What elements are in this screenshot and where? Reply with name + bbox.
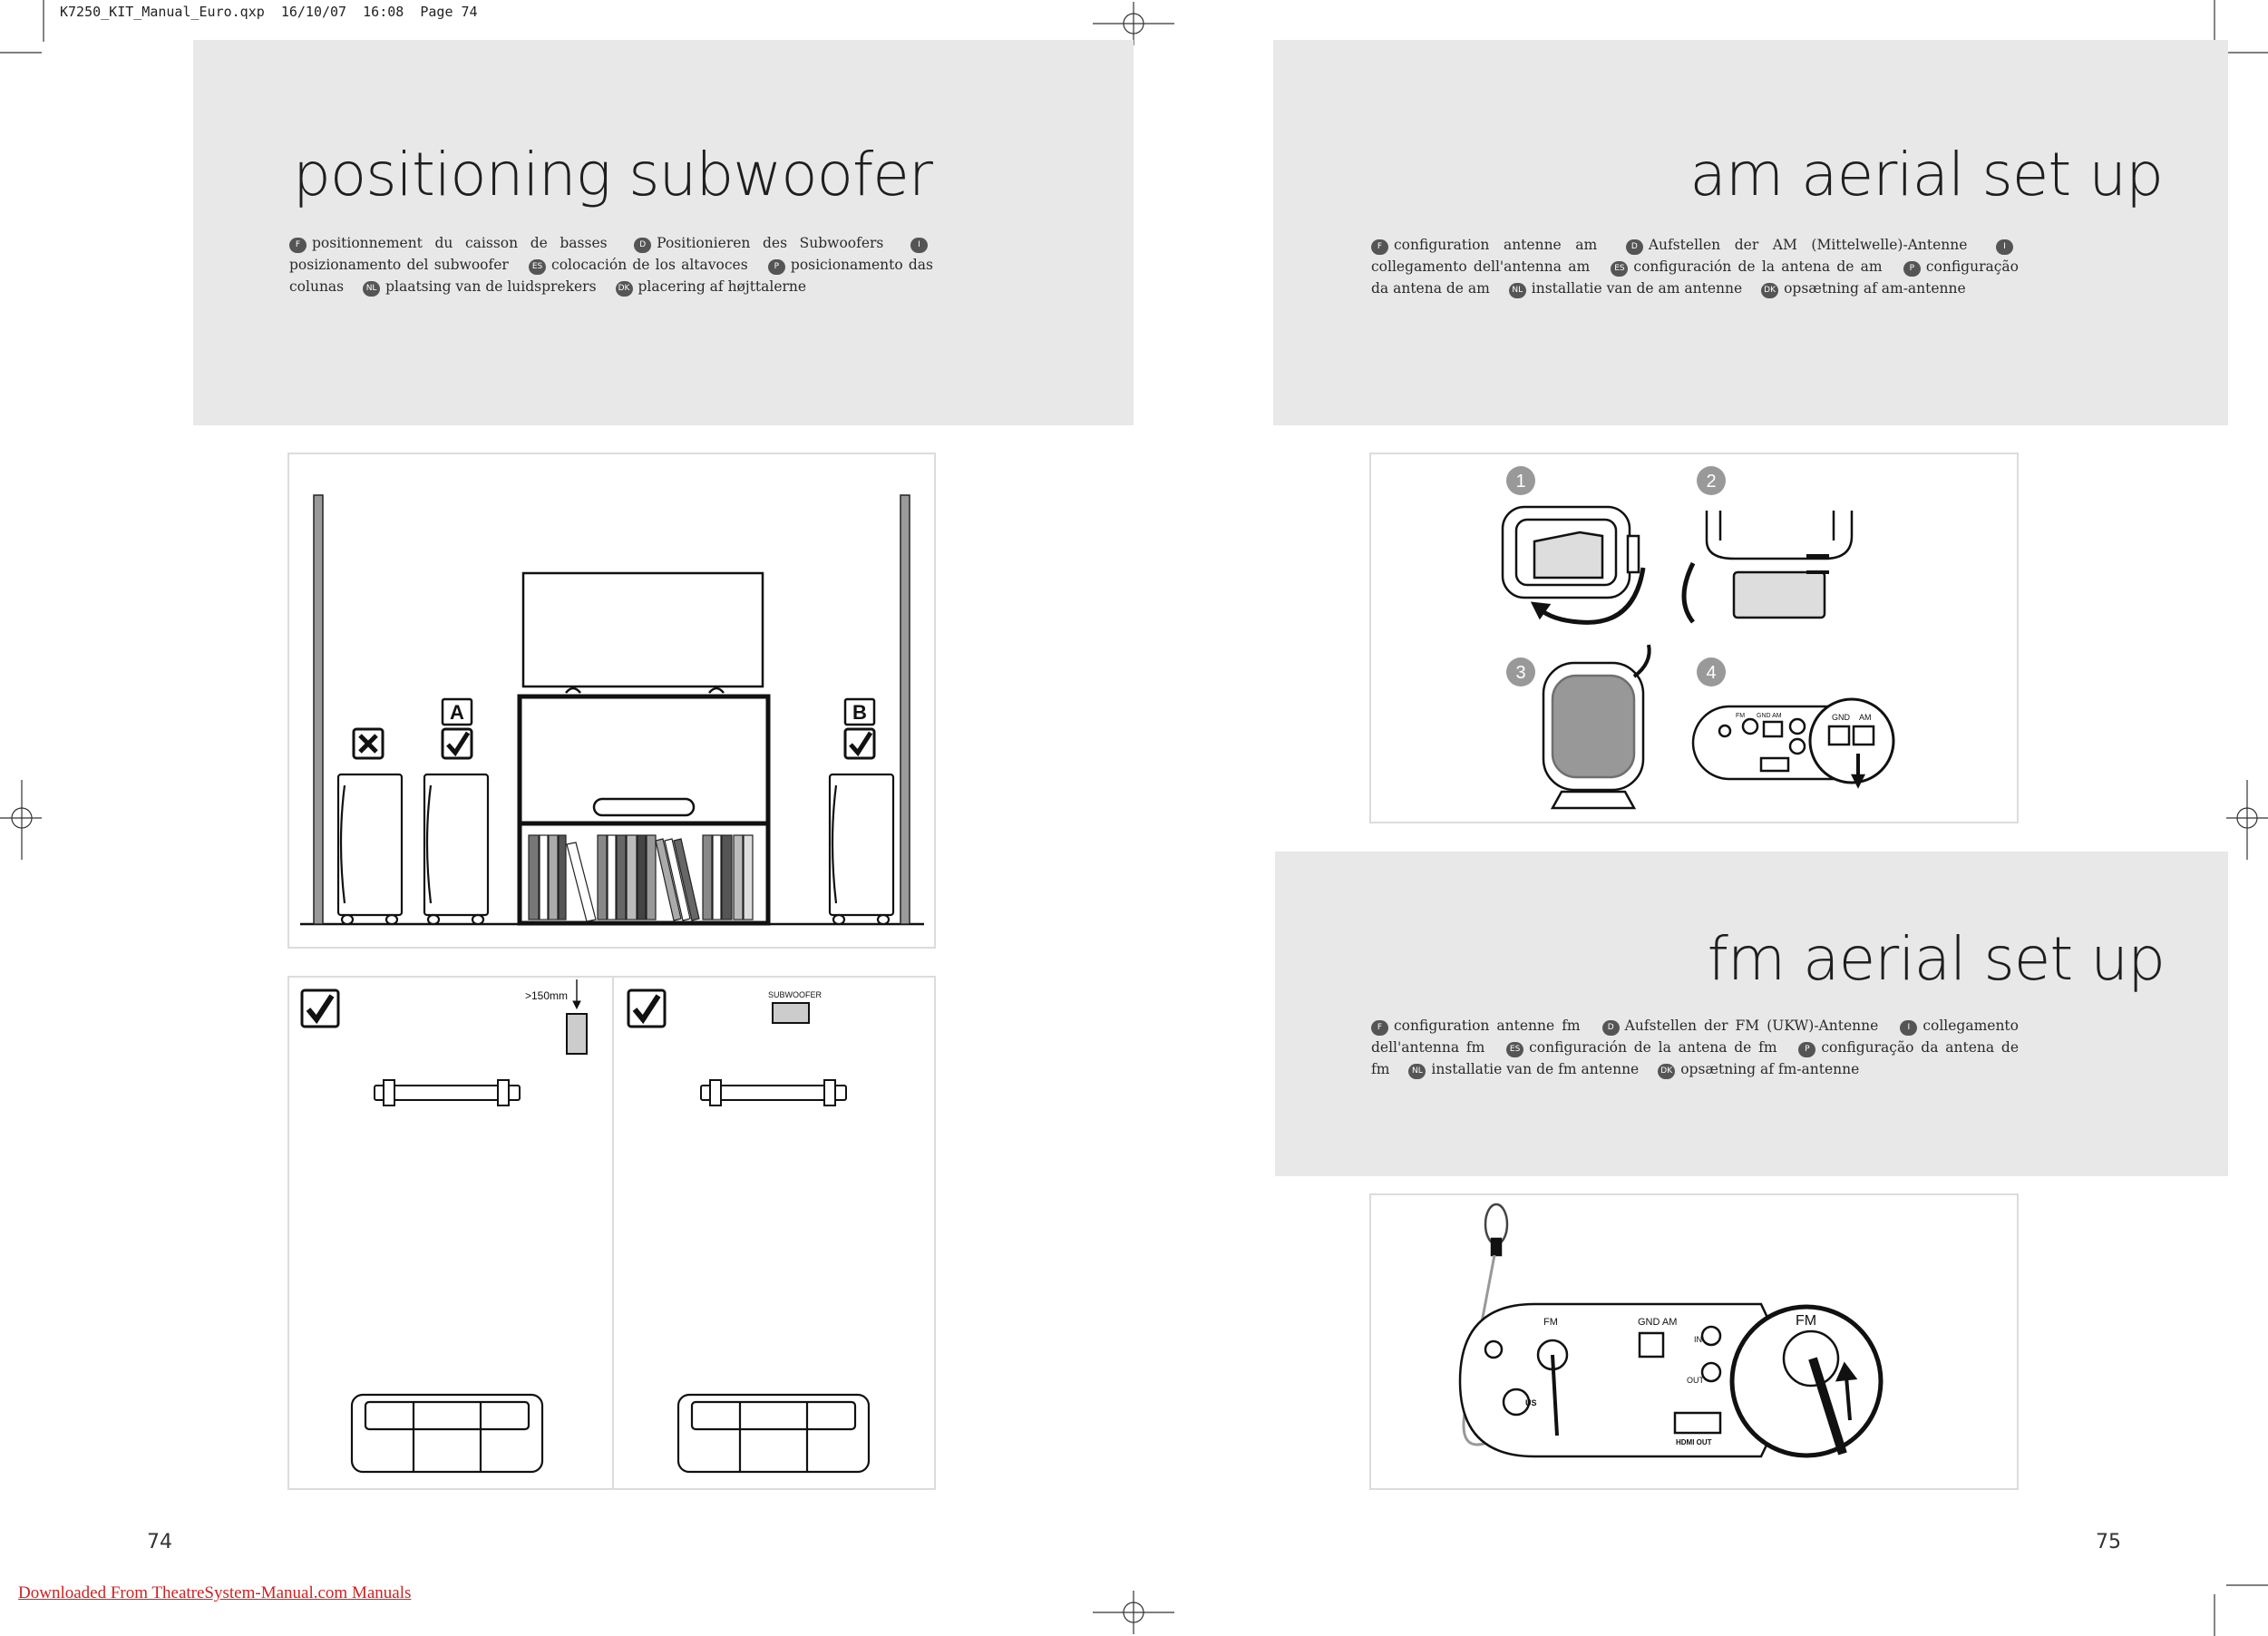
- translation-text: configuração da antena de am: [1371, 258, 2019, 297]
- language-code-badge: ES: [529, 259, 546, 275]
- step-2-badge: 2: [1706, 472, 1717, 492]
- language-code-badge: P: [768, 259, 785, 275]
- translation-text: posizionamento del subwoofer: [289, 257, 509, 273]
- translation-item: [529, 257, 748, 273]
- language-code-badge: DK: [616, 281, 633, 297]
- download-source-link[interactable]: Downloaded From TheatreSystem-Manual.com Manuals: [18, 1583, 412, 1602]
- translation-text: configuração da antena de fm: [1371, 1039, 2019, 1077]
- translations-list: [289, 232, 933, 297]
- subwoofer-header-panel: [193, 40, 1134, 425]
- speaker-label-a: A: [450, 701, 464, 724]
- language-code-badge: D: [1626, 239, 1643, 255]
- language-code-badge: P: [1798, 1042, 1815, 1057]
- step-1-badge: 1: [1515, 472, 1526, 492]
- panel-gnd-am-label: GND AM: [1638, 1317, 1678, 1328]
- translation-item: [363, 278, 596, 295]
- language-code-badge: NL: [1509, 283, 1526, 298]
- panel-out-label: OUT: [1687, 1376, 1704, 1385]
- translation-text: configuración de la antena de am: [1633, 258, 1883, 275]
- page-number-right: 75: [2096, 1531, 2121, 1553]
- page-number-left: 74: [147, 1531, 172, 1553]
- translation-item: [1602, 1018, 1879, 1034]
- translation-text: opsætning af am-antenne: [1784, 280, 1966, 297]
- fm-translations-list: [1371, 1015, 2019, 1080]
- translation-text: plaatsing van de luidsprekers: [385, 278, 597, 295]
- am-header-panel: [1273, 40, 2228, 425]
- language-code-badge: I: [1900, 1020, 1917, 1036]
- translation-item: [1611, 258, 1882, 275]
- language-code-badge: ES: [1611, 261, 1628, 277]
- translation-text: configuration antenne fm: [1394, 1018, 1581, 1034]
- translation-text: posicionamento das colunas: [289, 257, 933, 295]
- am-title: am aerial set up: [1689, 140, 2163, 209]
- language-code-badge: P: [1903, 261, 1921, 277]
- language-code-badge: ES: [1506, 1042, 1523, 1057]
- translation-text: Positionieren des Subwoofers: [657, 235, 884, 251]
- language-code-badge: DK: [1658, 1064, 1675, 1079]
- language-code-badge: I: [1996, 239, 2013, 255]
- translation-text: placering af højttalerne: [638, 278, 807, 295]
- translation-item: [1658, 1061, 1859, 1077]
- panel-fm-label: FM: [1543, 1317, 1558, 1328]
- cert-us-label: US: [1525, 1398, 1537, 1407]
- translation-text: positionnement du caisson de basses: [312, 235, 608, 251]
- translation-item: [616, 278, 807, 295]
- translation-text: Aufstellen der FM (UKW)-Antenne: [1624, 1018, 1879, 1034]
- translation-text: installatie van de fm antenne: [1431, 1061, 1640, 1077]
- fm-setup-figure: [1369, 1193, 2019, 1490]
- translation-item: [1371, 1018, 1581, 1034]
- step4-gnd-label: GND: [1832, 713, 1850, 722]
- step-4-badge: 4: [1706, 663, 1717, 683]
- translation-item: [634, 235, 883, 251]
- language-code-badge: NL: [1408, 1064, 1426, 1079]
- translation-item: [1408, 1061, 1639, 1077]
- language-code-badge: NL: [363, 281, 380, 297]
- zoom-fm-label: FM: [1796, 1313, 1817, 1329]
- translation-text: Aufstellen der AM (Mittelwelle)-Antenne: [1648, 237, 1968, 253]
- panel-in-label: IN: [1694, 1335, 1702, 1344]
- language-code-badge: D: [634, 238, 651, 253]
- fm-title: fm aerial set up: [1707, 924, 2165, 994]
- language-code-badge: D: [1602, 1020, 1620, 1036]
- translation-item: [1509, 280, 1742, 297]
- am-setup-figure: [1369, 453, 2019, 823]
- translation-item: [1761, 280, 1966, 297]
- language-code-badge: F: [289, 238, 307, 253]
- translation-item: [1371, 237, 1597, 253]
- step-3-badge: 3: [1515, 663, 1526, 683]
- fm-header-panel: [1275, 852, 2228, 1176]
- translation-item: [1626, 237, 1968, 253]
- translation-text: opsætning af fm-antenne: [1680, 1061, 1860, 1077]
- subwoofer-label: SUBWOOFER: [768, 990, 823, 999]
- file-slug: K7250_KIT_Manual_Euro.qxp 16/10/07 16:08 Page 74: [60, 4, 478, 20]
- translation-text: collegamento dell'antenna am: [1371, 258, 1591, 275]
- translation-text: collegamento dell'antenna fm: [1371, 1018, 2019, 1056]
- step4-gnd-am-label: GND AM: [1757, 713, 1782, 719]
- step4-am-label: AM: [1859, 713, 1872, 722]
- translation-text: colocación de los altavoces: [551, 257, 748, 273]
- room-front-figure: [287, 453, 936, 949]
- speaker-label-b: B: [852, 701, 867, 724]
- distance-label: >150mm: [525, 989, 569, 1002]
- am-translations-list: [1371, 234, 2019, 299]
- room-top-view-figure: [287, 976, 936, 1490]
- language-code-badge: F: [1371, 239, 1388, 255]
- language-code-badge: DK: [1761, 283, 1778, 298]
- language-code-badge: I: [910, 238, 928, 253]
- language-code-badge: F: [1371, 1020, 1388, 1036]
- step4-fm-label: FM: [1736, 713, 1746, 719]
- translation-item: [1506, 1039, 1776, 1056]
- panel-hdmi-out-label: HDMI OUT: [1676, 1438, 1712, 1446]
- page-title: positioning subwoofer: [293, 140, 932, 209]
- translation-item: [289, 235, 608, 251]
- translation-text: installatie van de am antenne: [1531, 280, 1743, 297]
- translation-text: configuración de la antena de fm: [1529, 1039, 1777, 1056]
- translation-text: configuration antenne am: [1394, 237, 1598, 253]
